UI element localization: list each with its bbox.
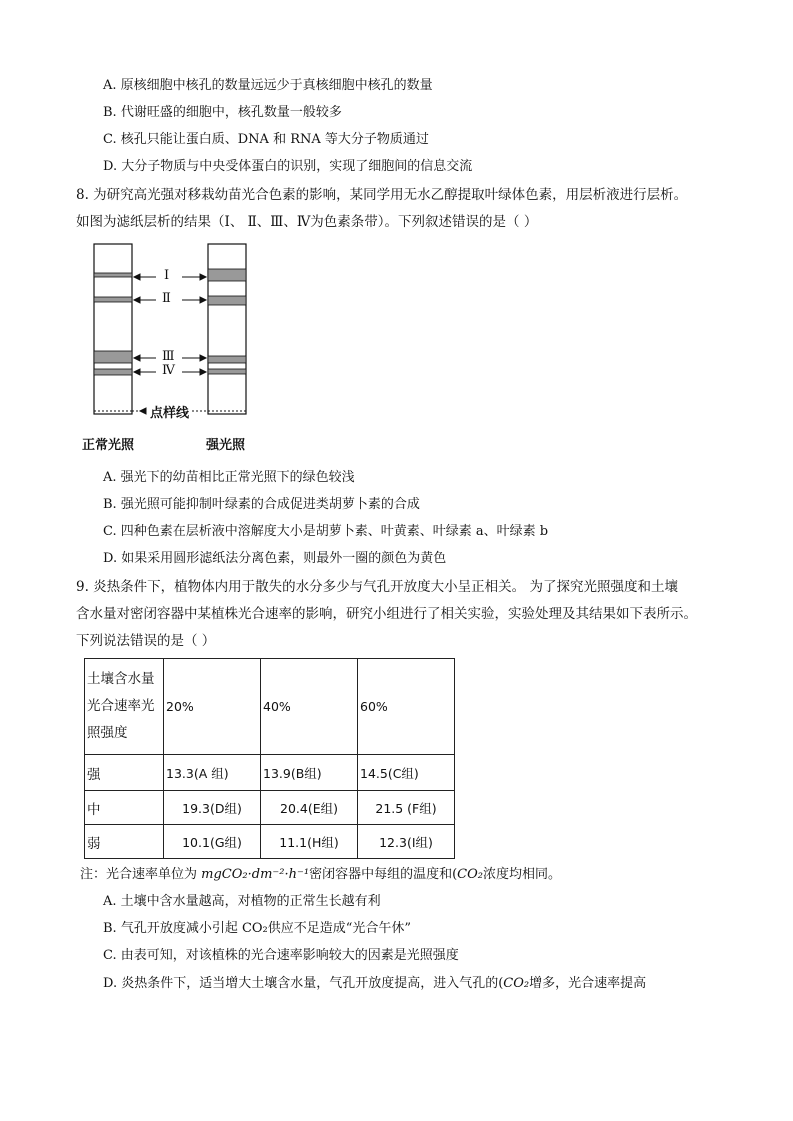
row-label: 强 — [85, 755, 164, 791]
note-suffix: 浓度均相同。 — [482, 867, 561, 882]
q7-option-a: A. 原核细胞中核孔的数量远远少于真核细胞中核孔的数量 — [103, 78, 433, 93]
chromatography-figure — [78, 238, 278, 458]
band-4-strong — [208, 369, 246, 374]
q7-option-b: B. 代谢旺盛的细胞中，核孔数量一般较多 — [103, 105, 342, 120]
band-label-1: Ⅰ — [164, 268, 170, 283]
band-label-4: Ⅳ — [162, 363, 175, 378]
chromatography-strips — [78, 238, 278, 458]
note-co2: CO₂ — [457, 867, 483, 882]
q8-option-b: B. 强光照可能抑制叶绿素的合成促进类胡萝卜素的合成 — [103, 497, 420, 512]
column-header: 40% — [261, 659, 358, 755]
spot-line-label: 点样线 — [148, 402, 191, 421]
normal-light-label: 正常光照 — [82, 438, 135, 453]
q9-option-d-co2: CO₂ — [503, 976, 530, 991]
table-row — [85, 791, 455, 825]
q9-option-d — [103, 975, 646, 993]
table-cell: 11.1(H组) — [261, 825, 358, 859]
q7-option-d: D. 大分子物质与中央受体蛋白的识别，实现了细胞间的信息交流 — [103, 159, 473, 174]
q7-option-c: C. 核孔只能让蛋白质、DNA 和 RNA 等大分子物质通过 — [103, 132, 429, 147]
table-row — [85, 825, 455, 859]
table-cell: 13.9(B组) — [261, 755, 358, 791]
band-3-strong — [208, 356, 246, 363]
note-unit: mgCO₂·dm⁻²·h⁻¹ — [201, 867, 310, 882]
column-header: 20% — [164, 659, 261, 755]
band-label-3: Ⅲ — [162, 349, 175, 364]
band-3-normal — [94, 351, 132, 363]
photosynthesis-table — [84, 658, 455, 859]
header-soil-water: 土壤含水量 — [87, 671, 155, 687]
table-cell: 19.3(D组) — [164, 791, 261, 825]
q9-option-d-suffix: 增多，光合速率提高 — [529, 976, 647, 991]
strip-normal-light — [94, 244, 132, 414]
q8-stem-line1: 8. 为研究高光强对移栽幼苗光合色素的影响，某同学用无水乙醇提取叶绿体色素，用层析液进行层析。 — [76, 187, 688, 203]
band-4-normal — [94, 369, 132, 375]
band-label-2: Ⅱ — [162, 291, 171, 306]
q8-option-d: D. 如果采用圆形滤纸法分离色素，则最外一圈的颜色为黄色 — [103, 551, 447, 566]
header-light: 照强度 — [87, 725, 128, 741]
q9-option-b: B. 气孔开放度减小引起 CO₂供应不足造成“光合午休” — [103, 921, 412, 936]
column-header: 60% — [358, 659, 455, 755]
q9-stem-line1: 9. 炎热条件下，植物体内用于散失的水分多少与气孔开放度大小呈正相关。 为了探究光照强度和土壤 — [76, 579, 678, 595]
q9-option-c: C. 由表可知，对该植株的光合速率影响较大的因素是光照强度 — [103, 948, 459, 963]
band-2-normal — [94, 297, 132, 302]
q9-option-a: A. 土壤中含水量越高，对植物的正常生长越有利 — [103, 894, 381, 909]
table-cell: 12.3(Ⅰ组) — [358, 825, 455, 859]
q9-option-d-prefix: D. 炎热条件下，适当增大土壤含水量，气孔开放度提高，进入气孔的( — [103, 976, 504, 991]
band-2-strong — [208, 296, 246, 305]
q8-option-c: C. 四种色素在层析液中溶解度大小是胡萝卜素、叶黄素、叶绿素 a、叶绿素 b — [103, 524, 549, 539]
note-middle: 密闭容器中每组的温度和( — [309, 867, 458, 882]
table-cell: 14.5(C组) — [358, 755, 455, 791]
row-label: 中 — [85, 791, 164, 825]
note-prefix: 注：光合速率单位为 — [80, 867, 198, 882]
band-1-strong — [208, 269, 246, 281]
strong-light-label: 强光照 — [206, 438, 246, 453]
table-cell: 21.5 (F组) — [358, 791, 455, 825]
q9-stem-line3: 下列说法错误的是（ ） — [76, 633, 216, 649]
strip-strong-light — [208, 244, 246, 414]
table-row — [85, 755, 455, 791]
table-cell: 10.1(G组) — [164, 825, 261, 859]
table-corner-header — [85, 659, 164, 755]
table-cell: 20.4(E组) — [261, 791, 358, 825]
row-label: 弱 — [85, 825, 164, 859]
q9-stem-line2: 含水量对密闭容器中某植株光合速率的影响，研究小组进行了相关实验，实验处理及其结果如下表所示。 — [76, 606, 697, 622]
header-rate: 光合速率光 — [87, 698, 155, 714]
q8-stem-line2: 如图为滤纸层析的结果（Ⅰ、 Ⅱ、Ⅲ、Ⅳ为色素条带）。下列叙述错误的是（ ） — [76, 214, 538, 230]
band-1-normal — [94, 273, 132, 277]
q8-option-a: A. 强光下的幼苗相比正常光照下的绿色较浅 — [103, 470, 355, 485]
table-note — [80, 866, 561, 884]
table-cell: 13.3(A 组) — [164, 755, 261, 791]
